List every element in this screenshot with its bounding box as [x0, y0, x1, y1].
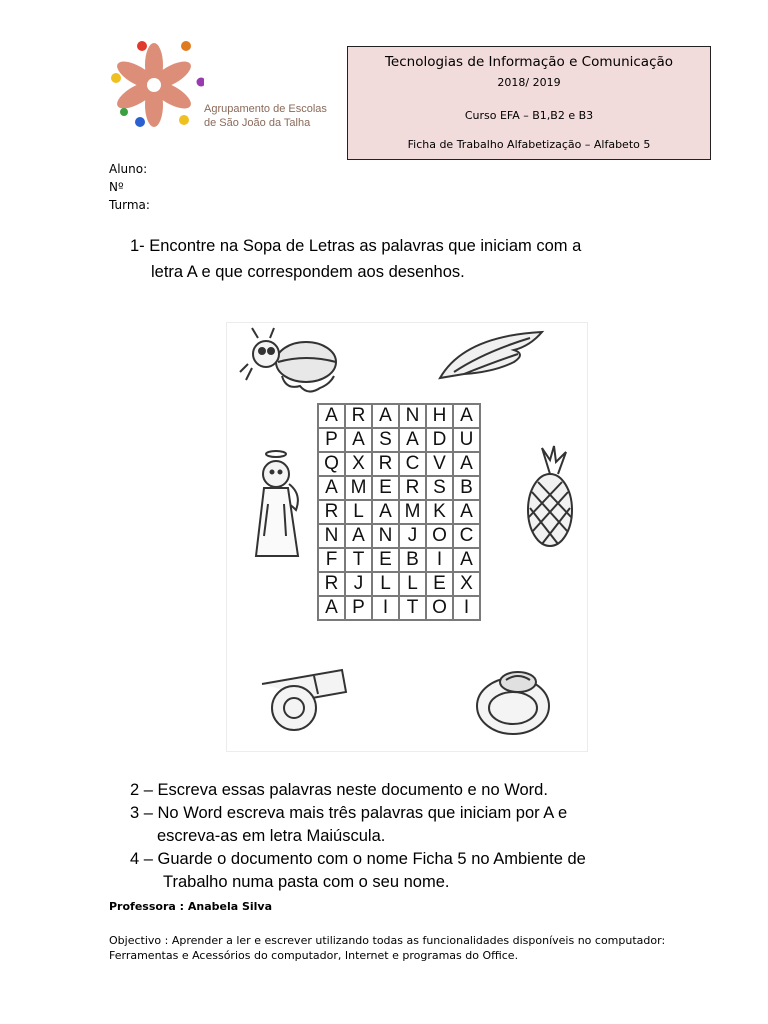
grid-row — [318, 476, 480, 500]
task-4-line1: 4 – Guarde o documento com o nome Ficha 5 no Ambiente de — [130, 850, 586, 868]
question-1 — [130, 233, 660, 285]
ring-icon — [470, 660, 556, 740]
grid-cell: A — [399, 428, 426, 452]
objective-text: Objectivo : Aprender a ler e escrever utilizando todas as funcionalidades disponíveis no computador: Ferramentas e Acessórios do computador, Internet e programas do Office. — [109, 934, 666, 962]
grid-cell: A — [318, 596, 345, 620]
grid-cell: T — [399, 596, 426, 620]
grid-cell: M — [345, 476, 372, 500]
student-name-label: Aluno: — [109, 162, 148, 176]
grid-cell: R — [318, 500, 345, 524]
header-box — [347, 46, 711, 160]
task-2: 2 – Escreva essas palavras neste documento e no Word. — [130, 781, 548, 799]
school-year: 2018/ 2019 — [497, 76, 561, 89]
grid-cell: B — [453, 476, 480, 500]
grid-cell: M — [399, 500, 426, 524]
grid-cell: K — [426, 500, 453, 524]
question-1-line2: letra A e que correspondem aos desenhos. — [151, 263, 465, 281]
grid-cell: N — [399, 404, 426, 428]
school-name-line1: Agrupamento de Escolas — [204, 103, 327, 115]
grid-cell: S — [426, 476, 453, 500]
grid-cell: R — [372, 452, 399, 476]
grid-cell: A — [345, 428, 372, 452]
grid-row — [318, 452, 480, 476]
grid-row — [318, 572, 480, 596]
grid-row — [318, 548, 480, 572]
grid-cell: P — [318, 428, 345, 452]
grid-cell: O — [426, 524, 453, 548]
grid-cell: I — [372, 596, 399, 620]
school-logo — [104, 38, 344, 138]
grid-cell: R — [345, 404, 372, 428]
grid-cell: F — [318, 548, 345, 572]
grid-cell: B — [399, 548, 426, 572]
grid-cell: X — [453, 572, 480, 596]
grid-cell: R — [399, 476, 426, 500]
flower-logo-icon — [104, 38, 204, 133]
course-name: Curso EFA – B1,B2 e B3 — [464, 109, 594, 122]
student-fields — [109, 160, 150, 214]
grid-row — [318, 404, 480, 428]
grid-cell: U — [453, 428, 480, 452]
school-name-line2: de São João da Talha — [204, 117, 311, 129]
school-name — [204, 102, 327, 130]
grid-cell: A — [372, 500, 399, 524]
teacher-name: Professora : Anabela Silva — [109, 900, 273, 913]
grid-cell: A — [318, 404, 345, 428]
class-label: Turma: — [109, 198, 150, 212]
grid-cell: L — [372, 572, 399, 596]
task-3-line2: escreva-as em letra Maiúscula. — [157, 827, 386, 845]
whistle-icon — [252, 662, 352, 736]
grid-cell: A — [318, 476, 345, 500]
grid-cell: Q — [318, 452, 345, 476]
grid-row — [318, 524, 480, 548]
spider-icon — [238, 324, 348, 402]
grid-cell: C — [399, 452, 426, 476]
grid-cell: V — [426, 452, 453, 476]
grid-cell: A — [372, 404, 399, 428]
grid-cell: N — [318, 524, 345, 548]
worksheet-name: Ficha de Trabalho Alfabetização – Alfabeto 5 — [407, 138, 651, 151]
task-3-line1: 3 – No Word escreva mais três palavras que iniciam por A e — [130, 804, 568, 822]
grid-cell: X — [345, 452, 372, 476]
grid-cell: A — [453, 404, 480, 428]
grid-cell: E — [372, 548, 399, 572]
task-4-line2: Trabalho numa pasta com o seu nome. — [163, 873, 450, 891]
word-search-grid — [317, 403, 481, 621]
angel-icon — [246, 444, 306, 562]
grid-cell: A — [453, 452, 480, 476]
grid-cell: A — [453, 548, 480, 572]
task-list — [130, 779, 690, 894]
grid-cell: J — [345, 572, 372, 596]
grid-cell: A — [345, 524, 372, 548]
grid-cell: O — [426, 596, 453, 620]
grid-row — [318, 428, 480, 452]
grid-cell: D — [426, 428, 453, 452]
wing-icon — [434, 328, 546, 384]
question-1-line1: 1- Encontre na Sopa de Letras as palavras que iniciam com a — [130, 237, 582, 255]
grid-cell: P — [345, 596, 372, 620]
grid-cell: A — [453, 500, 480, 524]
student-number-label: Nº — [109, 180, 124, 194]
grid-cell: I — [426, 548, 453, 572]
grid-cell: E — [426, 572, 453, 596]
grid-cell: R — [318, 572, 345, 596]
grid-cell: H — [426, 404, 453, 428]
grid-cell: C — [453, 524, 480, 548]
grid-cell: L — [345, 500, 372, 524]
grid-cell: L — [399, 572, 426, 596]
grid-cell: N — [372, 524, 399, 548]
pineapple-icon — [520, 444, 580, 552]
grid-row — [318, 596, 480, 620]
grid-cell: S — [372, 428, 399, 452]
grid-row — [318, 500, 480, 524]
grid-cell: I — [453, 596, 480, 620]
grid-cell: J — [399, 524, 426, 548]
grid-cell: T — [345, 548, 372, 572]
grid-cell: E — [372, 476, 399, 500]
subject-title: Tecnologias de Informação e Comunicação — [384, 54, 674, 70]
